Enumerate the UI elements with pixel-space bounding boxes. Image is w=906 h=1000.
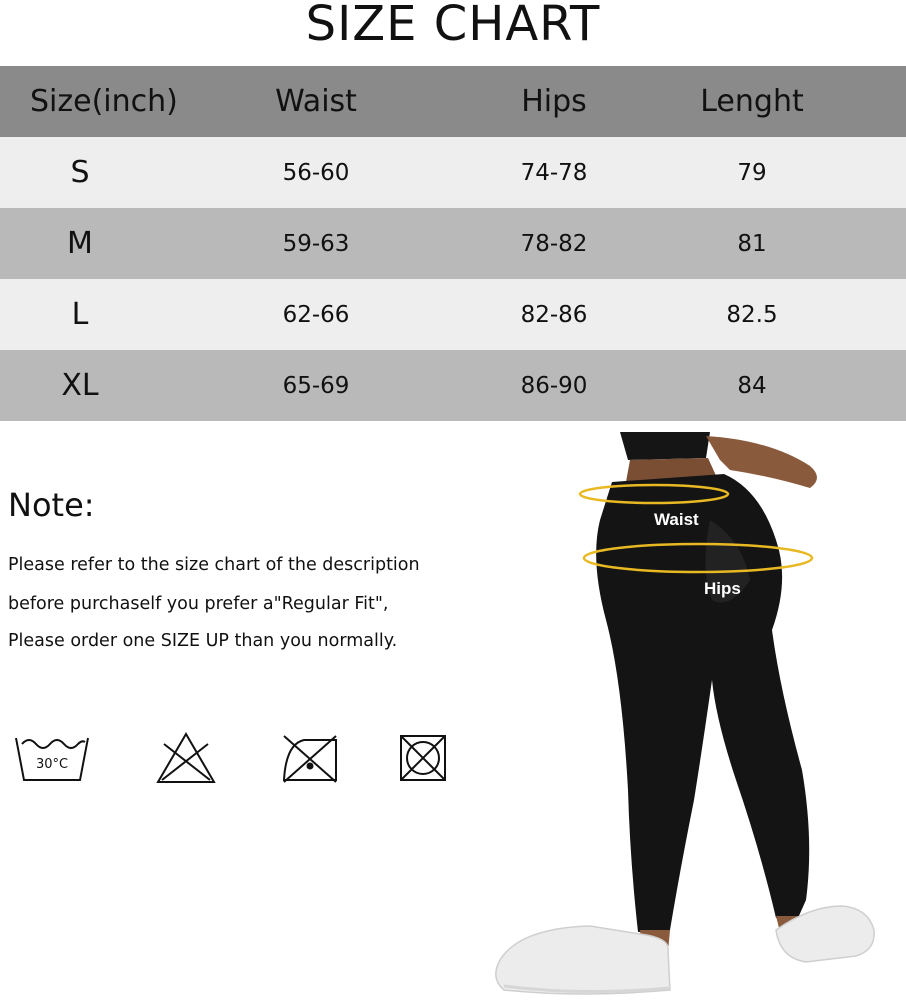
note-line-3: Please order one SIZE UP than you normally. <box>8 631 398 651</box>
hips-cell: 86-90 <box>520 372 588 399</box>
size-cell: XL <box>61 368 99 403</box>
table-row <box>0 208 906 279</box>
leggings <box>596 474 809 932</box>
waist-label: Waist <box>654 510 699 529</box>
page-title: SIZE CHART <box>305 0 601 52</box>
table-row <box>0 279 906 350</box>
length-cell: 84 <box>737 372 767 399</box>
no-iron-icon <box>280 730 340 786</box>
length-cell: 81 <box>737 230 767 257</box>
note-title: Note: <box>8 486 95 524</box>
table-header-row <box>0 66 906 137</box>
table-row <box>0 137 906 208</box>
hips-cell: 74-78 <box>520 159 588 186</box>
waist-cell: 59-63 <box>282 230 350 257</box>
sports-bra <box>620 432 710 460</box>
waist-cell: 62-66 <box>282 301 350 328</box>
length-cell: 82.5 <box>726 301 778 328</box>
hips-cell: 78-82 <box>520 230 588 257</box>
note-line-1: Please refer to the size chart of the description <box>8 555 420 575</box>
hips-cell: 82-86 <box>520 301 588 328</box>
wash-30c-icon <box>12 730 92 786</box>
waist-cell: 56-60 <box>282 159 350 186</box>
table-row <box>0 350 906 421</box>
hips-label: Hips <box>704 579 741 598</box>
size-cell: L <box>71 297 89 332</box>
wash-temp-label: 30°C <box>35 757 69 772</box>
no-tumble-dry-icon <box>398 730 450 786</box>
left-sneaker <box>496 926 670 994</box>
header-waist: Waist <box>275 84 357 119</box>
size-cell: M <box>67 226 93 261</box>
no-bleach-icon <box>154 730 218 786</box>
waist-cell: 65-69 <box>282 372 350 399</box>
care-icons <box>0 730 470 790</box>
note-line-2: before purchaself you prefer a"Regular Fit", <box>8 594 389 614</box>
length-cell: 79 <box>737 159 767 186</box>
header-hips: Hips <box>521 84 587 119</box>
size-cell: S <box>70 155 90 190</box>
header-length: Lenght <box>700 84 804 119</box>
header-size: Size(inch) <box>30 84 178 119</box>
size-table <box>0 66 906 421</box>
